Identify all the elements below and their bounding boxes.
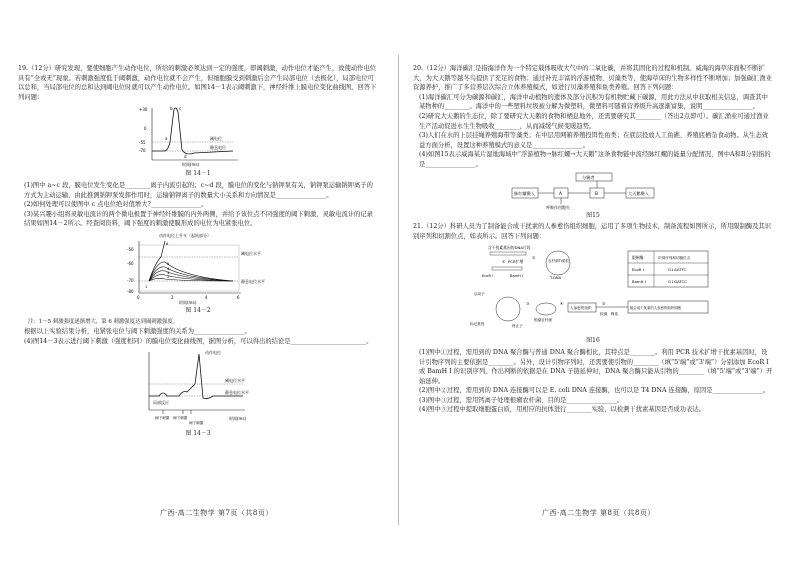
column-divider [398, 55, 399, 525]
fig1-legend-rest: 静息电位 [210, 145, 226, 151]
figure-14-3 [133, 348, 263, 428]
fig2-xtick-0: 0 [137, 294, 140, 300]
fig2-curve-6 [149, 241, 165, 281]
fig2-label-threshold: 阈电位水平 [241, 250, 261, 256]
fig3-stim-1: 阈下刺激 [155, 416, 170, 421]
fig2-tick-70: -70 [127, 277, 134, 283]
q20-s1: (1)海洋碳汇可分为碳源和碳汇，海洋中动植物的遗体及部分沉积为有机物贮藏下碳源，用此方法从中获取相关信息，调查其中某物种的________。海洋中的一些塑料垃圾被分解为微塑料，微塑料可随着营养级升高逐渐富集，说明________________。 [419, 93, 768, 111]
fig3-label-local: 局部反应 [153, 400, 169, 406]
q20-s3: (3)人们在水的上层挂绳养殖海带等藻类；在中层用网箱养殖投饵性鱼类；在底层投放人工鱼礁、养殖底栖杂食动物。从生态效益方面分析，设置这种养殖模式的意义是________________。 [419, 132, 768, 149]
fig3-label-rest: 静息电位水平 [225, 390, 249, 396]
fig15-b: B [595, 191, 599, 197]
fig16-table-r2: BamH Ⅰ [632, 279, 646, 285]
q19-s1: (1)图中 a~c 段，膜电位发生变化是________离子内流引起的；c~d 段，膜电位的变化与钠钾泵有关，钠钾泵运输钠钾离子的方式为主动运输，由此推测钠钾泵发挥作用时，运输钠钾离子的数量大小关系和方向情况是________________。 [24, 181, 373, 199]
fig16-table-r1: EcoR Ⅰ [632, 267, 644, 273]
footer-right: 广西·高二生物学 第8页（共8页） [542, 509, 655, 517]
fig14-1-caption: 图 14－1 [185, 170, 211, 178]
figure-14-2 [123, 231, 273, 305]
footer-left: 广西·高二生物学 第7页（共8页） [160, 509, 273, 517]
right-column [413, 62, 773, 415]
fig2-tick-60: -60 [127, 260, 134, 266]
fig2-xtick-2: 2 [171, 294, 174, 300]
fig2-top-label: 动作电位上升支（起始部分） [159, 232, 211, 238]
fig1-legend-threshold: 阈电位 [210, 136, 222, 142]
fig2-num-1: 1 [145, 284, 148, 289]
fig3-stim-2: 阈下刺激 [173, 416, 188, 421]
q20-s4: (4)如图15表示威海某片湿地海域中“浮游植物→脉红螺→大天鹅”这条食物链中流经脉红螺的能量分配情况，图中A和B分别指的是________________。 [419, 151, 771, 168]
q21-intro: 21.（12分）科研人员为了制备能合成干扰素的人参愈伤组织细胞，运用了多项生物技术，制备流程如图所示，所用限制酶及其识别序列和切割位点，如表所示。回答下列问题： [413, 223, 772, 240]
fig16-caption: 图16 [586, 337, 600, 345]
fig2-xlabel: 时间(ms) [179, 299, 197, 305]
fig1-tick-70: -70 [139, 148, 146, 154]
q21-s1: (1)图中①过程，需用到的 DNA 聚合酶与普通 DNA 聚合酶相比，其特点是________。利用 PCR 技术扩增干扰素基因时，设计引物序列的主要依据是________。另外，设计引物序列时，还需要使引物的________（填“5'端”或“3'端”）分别添加 EcoR Ⅰ 或 BamH Ⅰ 的识别序列，作出判断的依据是在 DNA 子链延伸时，DNA 聚合酶只能从引物的________（填“5'端”或“3'端”）开始延伸。 [419, 348, 773, 385]
q21-s4: (4)图中⑤过程中提取细胞蛋白质，用相应的抗体进行________实验，以检测干扰素基因是否成功表达。 [419, 406, 705, 414]
fig16-table-r1v: G↓AATTC [668, 267, 687, 273]
fig2-num-6: 6 [166, 241, 169, 246]
fig15-caption: 图15 [586, 211, 600, 219]
fig16-select: 检测、筛选 [600, 312, 618, 317]
fig2-xtick-6: 6 [237, 294, 240, 300]
fig2-tick-80: -80 [127, 288, 134, 294]
fig16-product: 能合成干扰素的人参愈伤组织细胞 [630, 306, 681, 311]
q19-intro: 19.（12分）研究发现，要使细胞产生动作电位，所给的刺激必须达到一定的强度，即阈刺激，动作电位才能产生，致使动作电位具有“全或无”现象。若刺激强度低于阈刺激，动作电位就不会产生，但细胞膜受到刺激后会产生局部电位（去极化），局部电位可以总和，当局部电位的总和达到阈电位时就可以产生动作电位。如图14－1表示阈刺激下，神经纤维上膜电位变化曲线图，回答下列问题： [18, 65, 377, 101]
fig2-num-3: 3 [167, 270, 170, 275]
fig16-table-h1: 限制酶 [632, 255, 644, 261]
fig16-tdna: T-DNA [550, 276, 562, 281]
fig2-num-2: 2 [167, 274, 170, 279]
fig16-ecori: EcoR Ⅰ [482, 274, 494, 279]
fig16-pcr: PCR扩增 [508, 259, 524, 265]
q19-s3: (3)某兴趣小组将灵敏电流计的两个微电极置于神经纤维膜的内外两侧，并给予该位点不同强度的阈下刺激，灵敏电流计的记录结果如图14－2所示。经查阅资料，阈下强度的刺激使膜形成的电位为电紧张电位。 [24, 210, 373, 228]
fig1-point-a: a [165, 136, 168, 142]
fig14-2-caption: 图 14－2 [185, 306, 211, 314]
fig16-terminator: 终止子 [512, 324, 523, 329]
fig2-tick-50: -50 [127, 246, 134, 252]
fig16-ginseng: 人参愈伤组织 [570, 306, 592, 311]
fig3-label-ap: 动作电位 [205, 350, 221, 356]
fig16-promoter: 启动子 [474, 292, 485, 297]
figure-15 [498, 172, 688, 210]
q19-s4: (4)图14－3表示进行阈下刺激（强度相同）的膜电位变化曲线图，据图分析，可以得出的结论是________________________。 [24, 337, 373, 345]
fig3-xlabel: 时间(ms) [229, 416, 247, 422]
fig1-point-d: d [184, 154, 187, 160]
figure-16 [468, 243, 718, 335]
fig1-tick-55: -55 [139, 140, 146, 146]
q21-s2: (2)图中②过程，需用到的 DNA 连接酶可以是 E. coli DNA 连接酶，也可以是 T4 DNA 连接酶，原因是________________。 [419, 387, 770, 395]
fig14-2-note: 注：1～5 刺激强度逐渐增大，第 6 刺激强度达到阈刺激强度。 [28, 318, 179, 325]
fig1-tick-30: +30 [139, 107, 148, 113]
fig15-swan: 大天鹅摄入 [628, 190, 649, 196]
fig16-step-5: ⑤ [602, 301, 606, 307]
q21-s3: (3)图中③过程，需用钙离子处理根瘤农杆菌，目的是________________。 [419, 396, 624, 404]
fig16-step-4: ④ [560, 301, 564, 307]
fig3-label-threshold: 阈电位水平 [225, 378, 245, 384]
figure-14-1 [138, 104, 258, 168]
fig16-step-2: ② [532, 255, 536, 261]
fig2-num-4: 4 [167, 266, 170, 271]
fig1-point-b: b [170, 106, 173, 112]
fig15-decomposer: 分解者 [582, 174, 595, 180]
fig16-step-3: ③ [526, 301, 530, 307]
fig15-food: 脉红螺摄入 [514, 190, 535, 196]
fig3-stim-3: 阈下刺激 [189, 421, 204, 426]
fig16-table-h2: 识别序列和切割位点 [658, 256, 691, 261]
fig1-tick-0: 0 [144, 126, 147, 132]
fig16-table-r2v: G↓GATCC [668, 279, 687, 285]
fig16-step-1: ① [502, 259, 506, 265]
fig1-point-c: c [179, 106, 182, 112]
fig14-3-caption: 图 14－3 [185, 430, 211, 438]
q19-s3b: 根据以上实验结果分析，电紧张电位与阈下刺激强度的关系为________________。 [24, 328, 251, 336]
q20-intro: 20.（12分）海洋碳汇是指海洋作为一个特定载体吸收大气中的二氧化碳，并将其固化的过程和机制。威海的海草床面积不断扩大，为大天鹅等越冬鸟提供了充足的食物；通过补充丰富的浮游植物、贝藻类等，使海草床的生物多样性不断增加；加强碳汇渔业资源养护，推广了多营养层次综合立体养殖模式，如进行贝藻养殖和鱼类养殖。回答下列问题： [413, 65, 772, 92]
fig16-dna: 含干扰素基因的DNA片段 [488, 245, 531, 251]
fig15-respiration: 呼吸作用散失 [546, 204, 570, 210]
left-column [18, 62, 378, 441]
fig15-a: A [559, 191, 563, 197]
fig16-bamhi: BamH Ⅰ [510, 274, 524, 279]
fig2-num-5: 5 [167, 261, 170, 266]
fig16-ti: 农杆菌Ti质粒 [548, 259, 570, 264]
q20-s2: (2)研究大天鹅的生态位，除了要研究大天鹅的食物和栖息地外，还需要研究其________（答出2点即可）。碳汇渔业可通过渔业生产活动促进水生生物吸收________，从而减缓气候变暖趋势。 [419, 112, 769, 130]
fig16-agro: 根瘤农杆菌 [534, 318, 552, 323]
fig2-xtick-4: 4 [205, 294, 208, 300]
fig2-label-rest: 静息电位水平 [241, 278, 265, 284]
fig16-marker: 标记基因 [470, 322, 485, 327]
fig1-xlabel: 时间(ms) [182, 162, 200, 168]
q19-s2: (2)如何处理可以使图中 c 点电位绝对值增大?________________。 [24, 201, 208, 209]
